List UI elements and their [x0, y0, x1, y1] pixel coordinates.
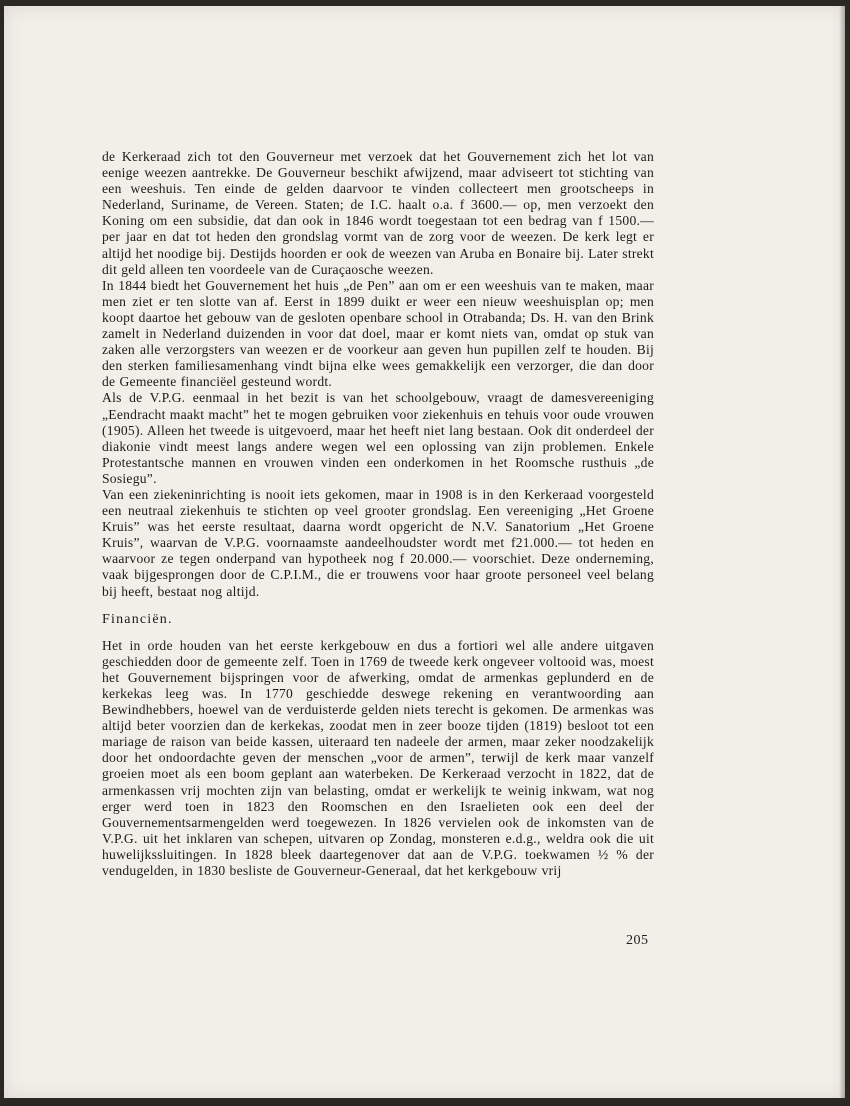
page-number: 205: [626, 933, 649, 948]
paragraph-vpg-schoolgebouw: Als de V.P.G. eenmaal in het bezit is van het schoolgebouw, vraagt de damesvereeniging „Eendracht maakt macht” het te mogen gebruiken voor ziekenhuis en tehuis voor oude vrouwen (1905). Alleen het tweede is uitgevoerd, maar het heeft niet lang bestaan. Ook dit onderdeel der diakonie vindt meest langs andere wegen wel een oplossing van zijn problemen. Enkele Protestantsche mannen en vrouwen vinden een onderkomen in het Roomsche rusthuis „de Sosiegu”.: [102, 390, 654, 486]
section-heading-financien: Financiën.: [102, 611, 173, 627]
paragraph-weeshuis-1844: In 1844 biedt het Gouvernement het huis „de Pen” aan om er een weeshuis van te maken, maar men ziet er ten slotte van af. Eerst in 1899 duikt er weer een nieuw weeshuisplan op; men koopt daartoe het gebouw van de gesloten openbare school in Otrabanda; Ds. H. van den Brink zamelt in Nederland duizenden in voor dat doel, maar er komt niets van, omdat op stuk van zaken alle verzorgsters van weezen er de voorkeur aan geven hun pupillen zelf te houden. Bij den sterken familiesamenhang vindt bijna elke wees gemakkelijk een verzorger, die dan door de Gemeente financiëel gesteund wordt.: [102, 277, 654, 390]
body-text: [102, 149, 654, 879]
paragraph-weeshuis-intro: de Kerkeraad zich tot den Gouverneur met verzoek dat het Gouvernement zich het lot van eenige weezen aantrekke. De Gouverneur beschikt afwijzend, maar adviseert tot stichting van een weeshuis. Ten einde de gelden daarvoor te vinden collecteert men grootscheeps in Nederland, Suriname, de Vereen. Staten; de I.C. haalt o.a. f 3600.— op, men verzoekt den Koning om een subsidie, dat dan ook in 1846 wordt toegestaan tot een bedrag van f 1500.— per jaar en dat tot heden den grondslag vormt van de zorg voor de weezen. De kerk legt er altijd het noodige bij. Destijds hoorden er ook de weezen van Aruba en Bonaire bij. Later strekt dit geld alleen ten voordeele van de Curaçaosche weezen.: [102, 149, 654, 277]
paragraph-financien: Het in orde houden van het eerste kerkgebouw en dus a fortiori wel alle andere uitgaven geschiedden door de gemeente zelf. Toen in 1769 de tweede kerk ongeveer voltooid was, moest het Gouvernement bijspringen voor de afwerking, omdat de armenkas geplunderd en de kerkekas leeg was. In 1770 geschiedde deswege rekening en verantwoording aan Bewindhebbers, hoewel van de verduisterde gelden niets terecht is gekomen. De armenkas was altijd beter voorzien dan de kerkekas, zoodat men in zeer booze tijden (1819) besloot tot een mariage de raison van beide kassen, uiteraard ten nadeele der armen, maar zeker noodzakelijk door het ondoordachte geven der menschen „voor de armen”, terwijl de kerk maar vanzelf groeien moet als een boom geplant aan waterbeken. De Kerkeraad verzocht in 1822, dat de armenkassen vrij mochten zijn van belasting, omdat er werkelijk te weinig inkwam, wat nog erger werd toen in 1823 den Roomschen en den Israelieten ook een deel der Gouvernementsarmengelden werd toegewezen. In 1826 vervielen ook de inkomsten van de V.P.G. uit het inklaren van schepen, uitvaren op Zondag, monsteren e.d.g., weldra ook die uit huwelijkssluitingen. In 1828 bleek daartegenover dat aan de V.P.G. toekwamen ½ % der vendugelden, in 1830 besliste de Gouverneur-Generaal, dat het kerkgebouw vrij: [102, 637, 654, 879]
scanned-page: [4, 6, 845, 1098]
paragraph-ziekeninrichting: Van een ziekeninrichting is nooit iets gekomen, maar in 1908 is in den Kerkeraad voorgesteld een neutraal ziekenhuis te stichten op veel grooter grondslag. Een vereeniging „Het Groene Kruis” was het eerste resultaat, daarna wordt opgericht de N.V. Sanatorium „Het Groene Kruis”, waarvan de V.P.G. voornaamste aandeelhoudster wordt met f21.000.— tot heden en waarvoor ze tegen onderpand van hypotheek nog f 20.000.— voorschiet. Deze onderneming, vaak bijgesprongen door de C.P.I.M., die er trouwens voor haar groote personeel veel belang bij heeft, bestaat nog altijd.: [102, 486, 654, 599]
page-edge-shadow: [839, 6, 845, 1098]
